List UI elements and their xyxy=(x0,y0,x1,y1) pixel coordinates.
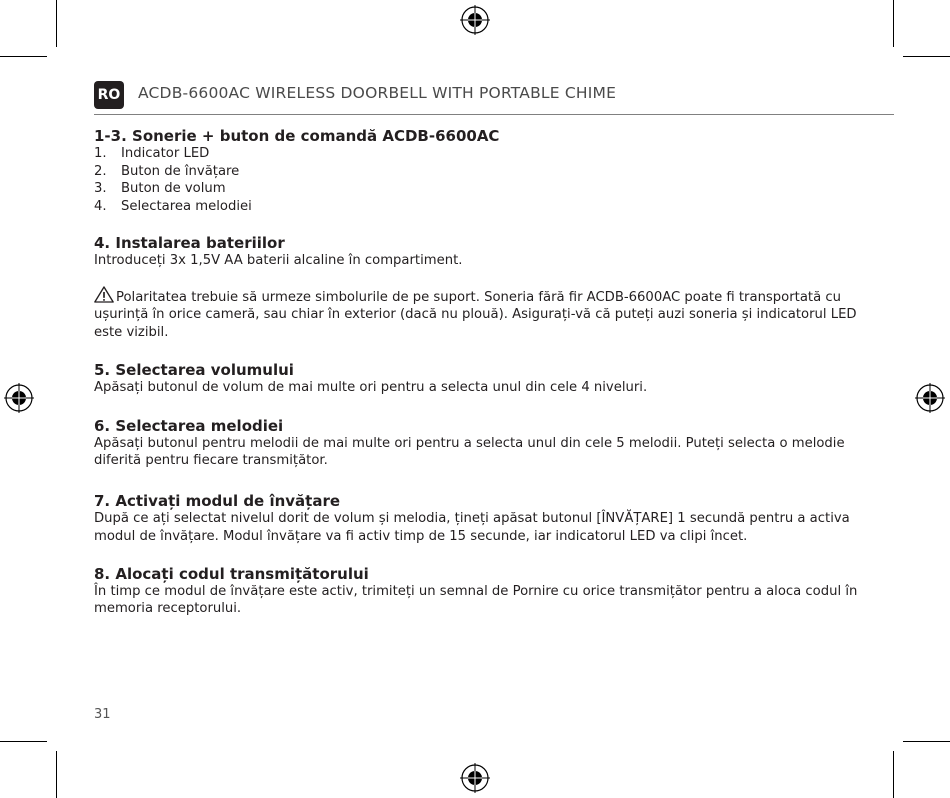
crop-mark xyxy=(0,741,47,742)
list-item xyxy=(94,198,864,216)
crop-mark xyxy=(893,0,894,47)
crop-mark xyxy=(56,751,57,798)
list-text: Buton de volum xyxy=(121,181,226,196)
list-item xyxy=(94,180,864,198)
section-batteries xyxy=(94,234,864,341)
list-number: 2. xyxy=(94,163,107,179)
page-content xyxy=(94,127,864,617)
header-divider xyxy=(94,114,894,115)
crop-mark xyxy=(0,56,47,57)
section-learn-mode xyxy=(94,492,864,544)
section-heading: 7. Activați modul de învățare xyxy=(94,492,341,511)
list-item xyxy=(94,145,864,163)
list-number: 4. xyxy=(94,198,107,214)
warning-triangle-icon xyxy=(94,286,114,303)
list-text: Selectarea melodiei xyxy=(121,198,252,214)
crop-mark xyxy=(903,56,950,57)
document-title: ACDB-6600AC WIRELESS DOORBELL WITH PORTABLE CHIME xyxy=(138,84,617,102)
section-volume xyxy=(94,361,864,396)
crop-mark xyxy=(56,0,57,47)
section-text: Apăsați butonul pentru melodii de mai multe ori pentru a selecta unul din cele 5 melodii. Puteți selecta o melodie diferită pentru fiecare transmițător. xyxy=(94,436,845,469)
warning-text: Polaritatea trebuie să urmeze simbolurile de pe suport. Soneria fără fir ACDB-6600AC poate fi transportată cu ușurință în orice cameră, sau chiar în exterior (dacă nu plouă). Asigurați-vă că puteți auzi soneria și indicatorul LED este vizibil. xyxy=(94,290,857,340)
section-heading: 8. Alocați codul transmițătorului xyxy=(94,564,369,583)
list-number: 3. xyxy=(94,181,107,196)
registration-mark-icon xyxy=(460,5,490,35)
crop-mark xyxy=(893,751,894,798)
registration-mark-icon xyxy=(4,383,34,413)
page-number: 31 xyxy=(94,707,111,722)
parts-list xyxy=(94,145,864,215)
registration-mark-icon xyxy=(460,763,490,793)
list-number: 1. xyxy=(94,146,107,161)
section-heading: 1-3. Sonerie + buton de comandă ACDB-6600AC xyxy=(94,127,500,145)
section-melody xyxy=(94,417,864,469)
section-heading: 5. Selectarea volumului xyxy=(94,360,294,379)
crop-mark xyxy=(903,741,950,742)
language-badge: RO xyxy=(94,81,124,109)
warning-paragraph xyxy=(94,286,864,341)
section-text: După ce ați selectat nivelul dorit de volum și melodia, țineți apăsat butonul [ÎNVĂȚARE] 1 secundă pentru a activa modul de învățare. Modul învățare va fi activ timp de 15 secunde, iar indicatorul LED va clipi încet. xyxy=(94,511,850,544)
list-item xyxy=(94,163,864,181)
section-heading: 6. Selectarea melodiei xyxy=(94,417,284,436)
section-heading: 4. Instalarea bateriilor xyxy=(94,234,285,252)
section-transmitter-code xyxy=(94,565,864,617)
section-text: În timp ce modul de învățare este activ, trimiteți un semnal de Pornire cu orice transmițător pentru a aloca codul în memoria receptorului. xyxy=(94,583,858,617)
list-text: Buton de învățare xyxy=(121,163,240,179)
section-text: Introduceți 3x 1,5V AA baterii alcaline în compartiment. xyxy=(94,253,463,268)
registration-mark-icon xyxy=(915,383,945,413)
section-text: Apăsați butonul de volum de mai multe ori pentru a selecta unul din cele 4 niveluri. xyxy=(94,379,648,395)
section-buttons xyxy=(94,127,864,215)
list-text: Indicator LED xyxy=(121,146,210,161)
